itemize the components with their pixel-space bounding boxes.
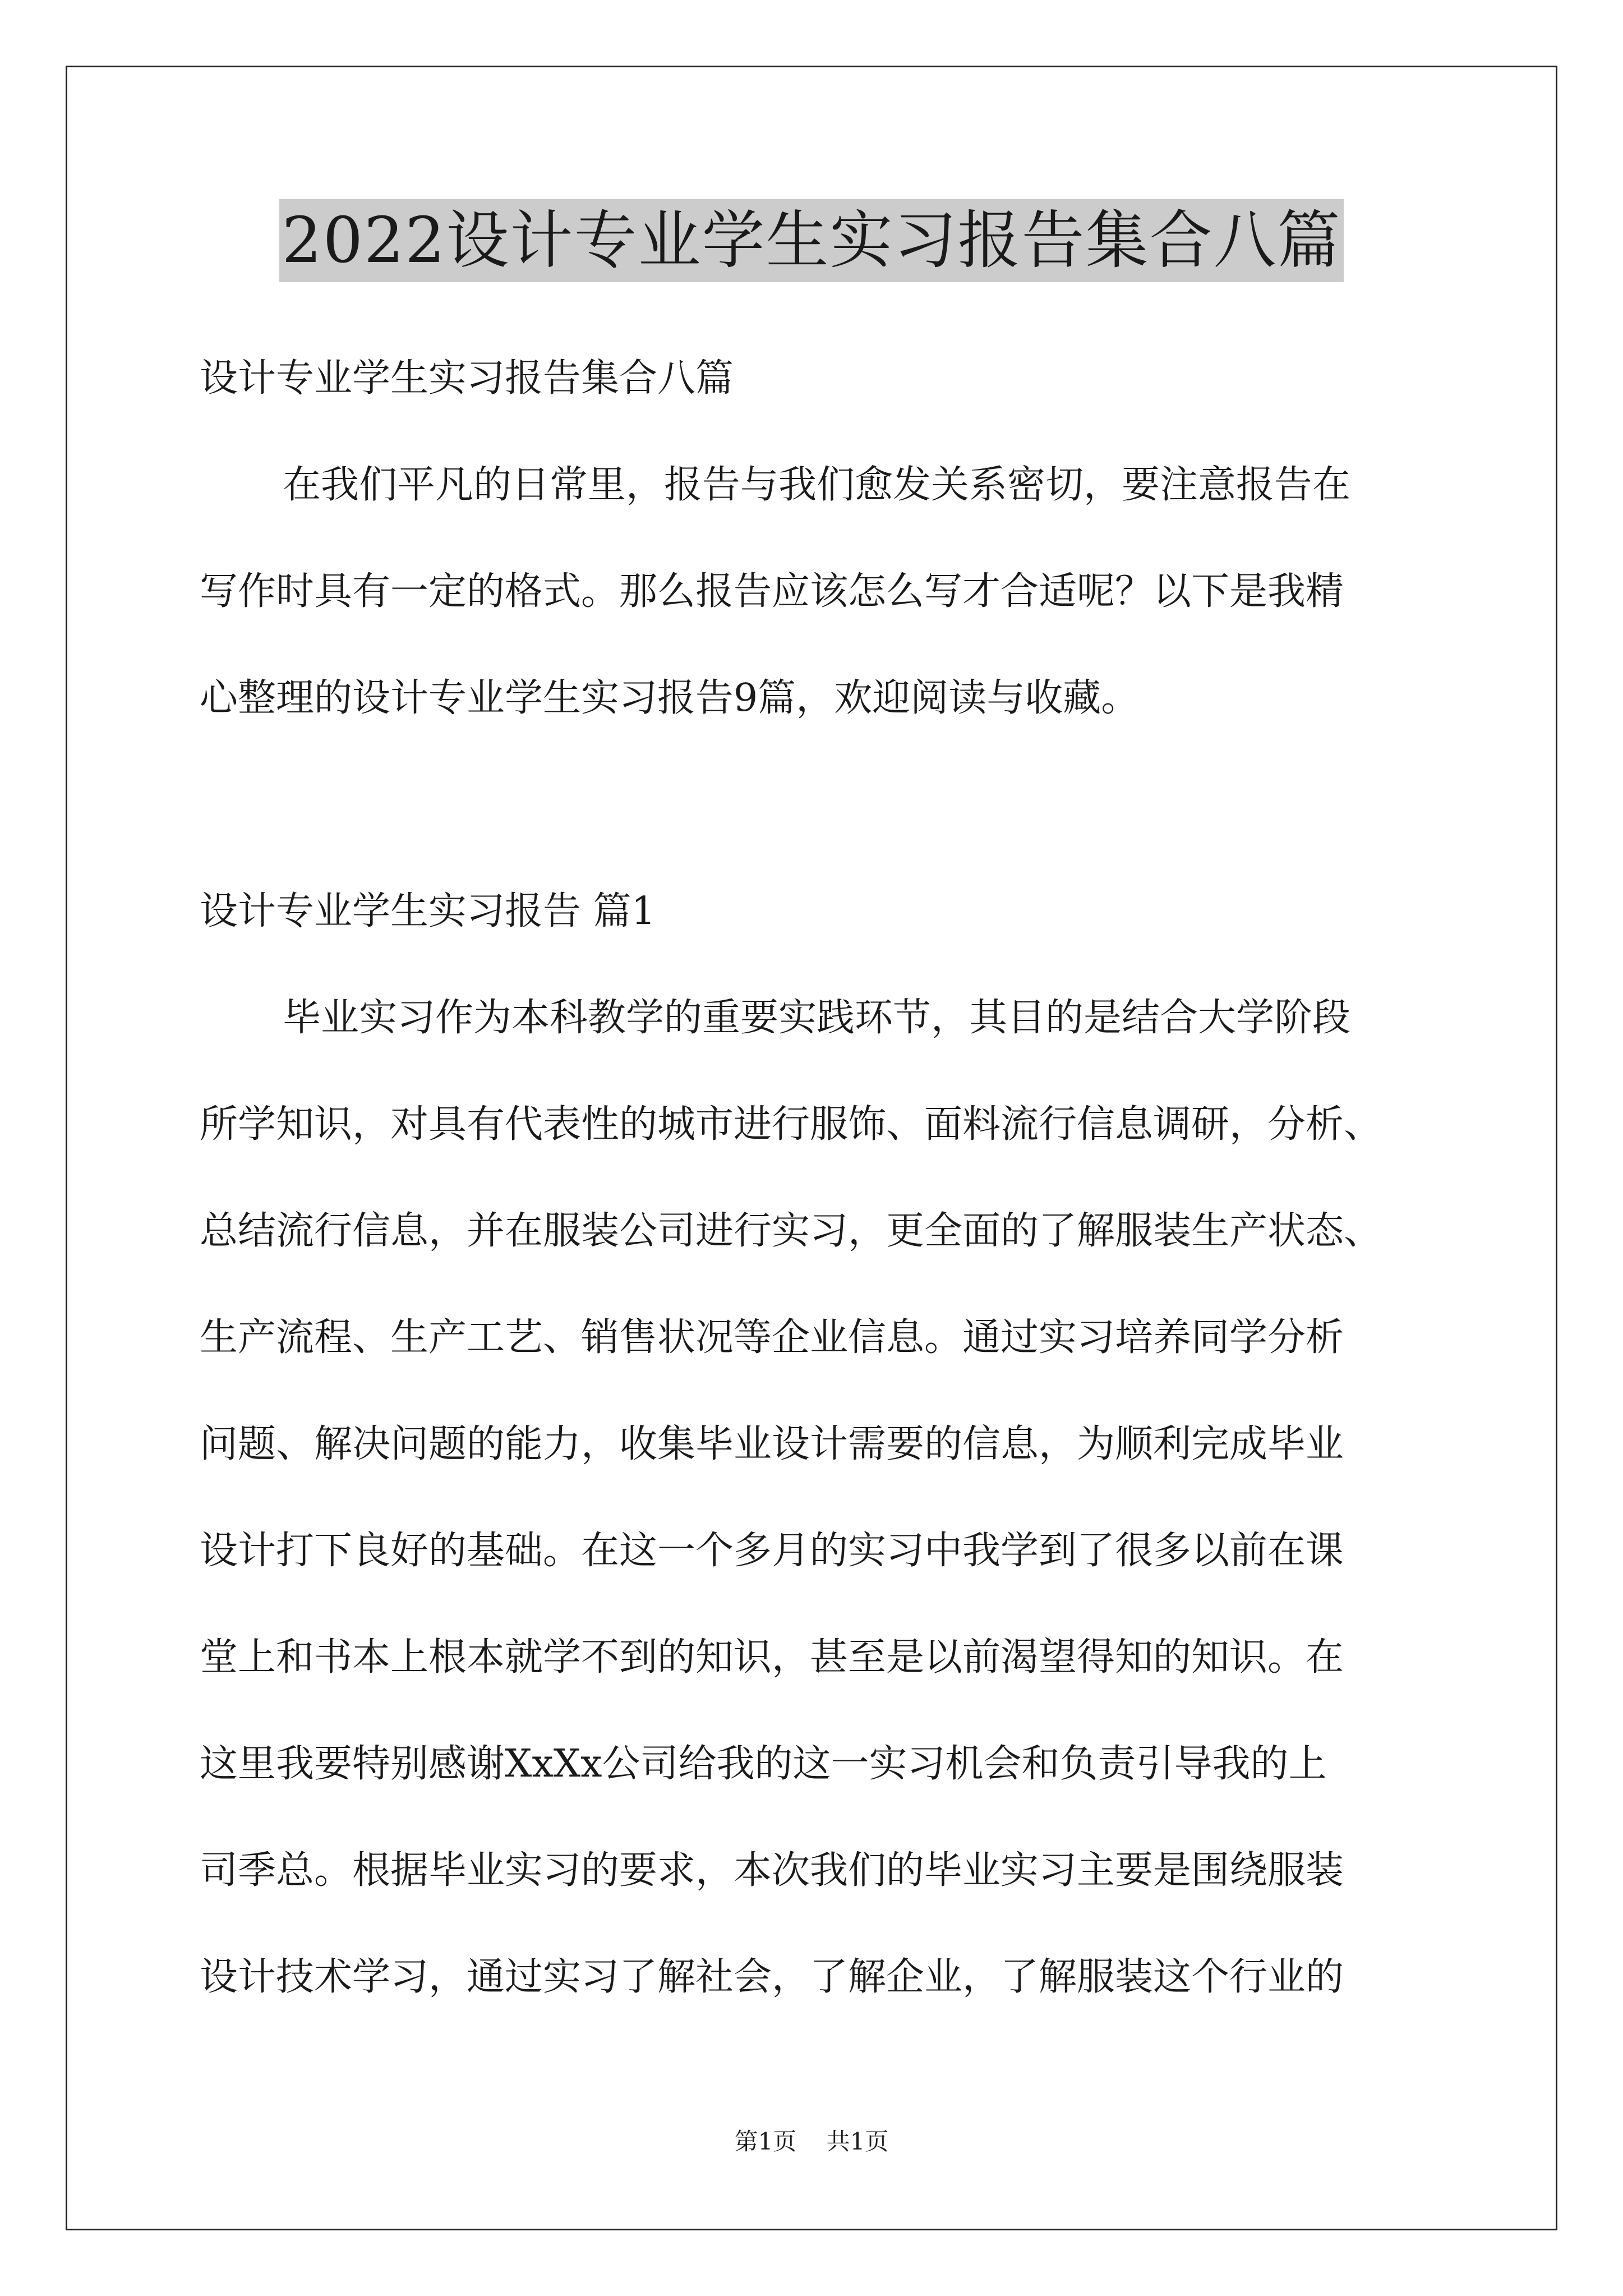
page-number-total: 共1页 [826, 2128, 889, 2155]
body-line: 所学知识，对具有代表性的城市进行服饰、面料流行信息调研，分析、 [200, 1102, 1382, 1147]
subtitle: 设计专业学生实习报告集合八篇 [200, 356, 734, 401]
section-heading: 设计专业学生实习报告 篇1 [200, 889, 656, 933]
body-line: 生产流程、生产工艺、销售状况等企业信息。通过实习培养同学分析 [200, 1315, 1344, 1360]
body-line: 司季总。根据毕业实习的要求，本次我们的毕业实习主要是围绕服装 [200, 1848, 1344, 1893]
title-wrap [0, 199, 1623, 282]
body-line: 问题、解决问题的能力，收集毕业设计需要的信息，为顺利完成毕业 [200, 1422, 1344, 1466]
intro-line: 心整理的设计专业学生实习报告9篇，欢迎阅读与收藏。 [200, 676, 1140, 720]
page-footer [0, 2126, 1623, 2157]
page-number-current: 第1页 [734, 2128, 797, 2155]
intro-line: 在我们平凡的日常里，报告与我们愈发关系密切，要注意报告在 [283, 463, 1351, 507]
document-title: 2022设计专业学生实习报告集合八篇 [279, 199, 1343, 282]
body-line: 毕业实习作为本科教学的重要实践环节，其目的是结合大学阶段 [283, 996, 1351, 1040]
intro-line: 写作时具有一定的格式。那么报告应该怎么写才合适呢？以下是我精 [200, 569, 1344, 614]
body-line: 堂上和书本上根本就学不到的知识，甚至是以前渴望得知的知识。在 [200, 1635, 1344, 1680]
body-line: 设计打下良好的基础。在这一个多月的实习中我学到了很多以前在课 [200, 1529, 1344, 1573]
body-line: 设计技术学习，通过实习了解社会，了解企业，了解服装这个行业的 [200, 1955, 1344, 1999]
body-line: 这里我要特别感谢XxXx公司给我的这一实习机会和负责引导我的上 [200, 1742, 1327, 1786]
body-line: 总结流行信息，并在服装公司进行实习，更全面的了解服装生产状态、 [200, 1209, 1382, 1253]
